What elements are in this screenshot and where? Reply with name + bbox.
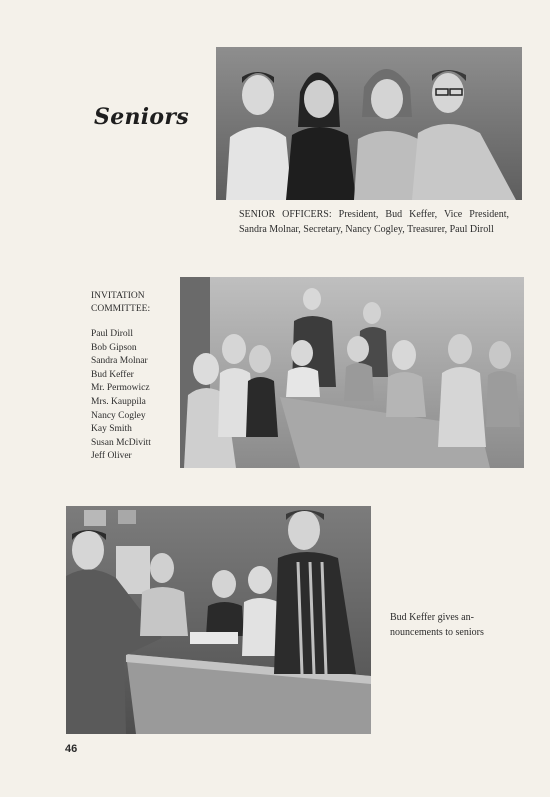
committee-member: Nancy Cogley <box>91 410 146 421</box>
committee-member: Kay Smith <box>91 424 132 435</box>
committee-member: Sandra Molnar <box>91 356 148 367</box>
committee-members <box>91 328 151 464</box>
committee-heading-line1: INVITATION <box>91 291 145 301</box>
committee-member: Susan McDivitt <box>91 437 151 448</box>
senior-officers-photo <box>216 47 522 200</box>
invitation-committee-photo <box>180 277 524 468</box>
page-number: 46 <box>65 743 78 755</box>
committee-member: Bob Gipson <box>91 342 137 353</box>
committee-member: Paul Diroll <box>91 329 133 339</box>
invitation-committee-list <box>91 290 151 464</box>
committee-member: Mr. Permowicz <box>91 383 150 394</box>
committee-member: Bud Keffer <box>91 369 134 380</box>
senior-officers-caption: SENIOR OFFICERS: President, Bud Keffer, Vice President, Sandra Molnar, Secretary, Nancy Cogley, Treasurer, Paul Diroll <box>239 209 509 235</box>
page-title: Seniors <box>94 104 189 130</box>
committee-member: Mrs. Kauppila <box>91 396 146 407</box>
announcements-caption: Bud Keffer gives an-nouncements to seniors <box>390 612 484 638</box>
announcements-photo <box>66 506 371 734</box>
committee-heading-line2: COMMITTEE: <box>91 304 151 314</box>
committee-member: Jeff Oliver <box>91 451 132 462</box>
